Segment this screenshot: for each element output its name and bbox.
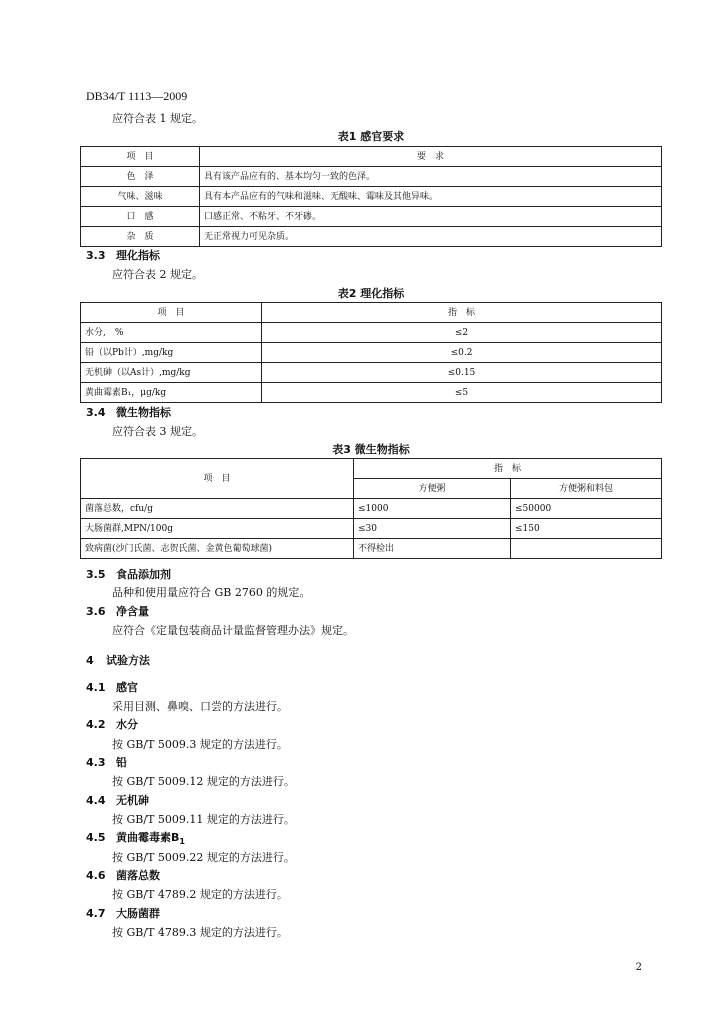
- section-number: 4.2: [86, 718, 106, 731]
- table-header-cell: 项 目: [81, 147, 200, 167]
- section-title: 微生物指标: [116, 406, 171, 419]
- table-row: [81, 227, 662, 247]
- section-number: 3.4: [86, 406, 106, 419]
- table3: [80, 458, 662, 559]
- table-cell: ≤30: [354, 519, 511, 539]
- section-title: 水分: [116, 718, 138, 731]
- table-cell: ≤0.2: [262, 343, 662, 363]
- section-heading: [86, 247, 160, 263]
- section-number: 4.3: [86, 756, 106, 769]
- section-heading: [86, 905, 160, 921]
- table-cell: 无正常视力可见杂质。: [200, 227, 662, 247]
- table-cell: ≤1000: [354, 499, 511, 519]
- section-heading: [86, 404, 171, 420]
- section-text: 按 GB/T 5009.3 规定的方法进行。: [112, 738, 288, 751]
- table-cell: 铅（以Pb计）,mg/kg: [81, 343, 262, 363]
- table-cell: ≤50000: [511, 499, 662, 519]
- section-text: 按 GB/T 5009.11 规定的方法进行。: [112, 813, 295, 826]
- table-row: [81, 383, 662, 403]
- section-heading: [86, 603, 149, 619]
- table-header-cell: 方便粥和料包: [511, 479, 662, 499]
- table-row: [81, 343, 662, 363]
- table-row: [81, 187, 662, 207]
- table-cell: ≤5: [262, 383, 662, 403]
- section-title: 食品添加剂: [116, 568, 171, 581]
- table-cell: ≤2: [262, 323, 662, 343]
- table-cell: 色 泽: [81, 167, 200, 187]
- section-heading: [86, 679, 138, 695]
- table-cell: 大肠菌群,MPN/100g: [81, 519, 354, 539]
- table-header-cell: 方便粥: [354, 479, 511, 499]
- section-text: 按 GB/T 4789.3 规定的方法进行。: [112, 926, 288, 939]
- section-heading: [86, 716, 138, 732]
- table-header-cell: 指 标: [354, 459, 662, 479]
- table-cell: 口感正常、不粘牙、不牙碜。: [200, 207, 662, 227]
- table-cell: 具有本产品应有的气味和滋味、无酸味、霉味及其他异味。: [200, 187, 662, 207]
- table1-caption: 表1 感官要求: [337, 130, 405, 143]
- section-text: 采用目测、鼻嗅、口尝的方法进行。: [112, 700, 288, 713]
- section-title: 感官: [116, 681, 138, 694]
- table3-caption: 表3 微生物指标: [332, 443, 410, 456]
- table-cell: 水分, %: [81, 323, 262, 343]
- table-cell: 菌落总数，cfu/g: [81, 499, 354, 519]
- table-cell: 黄曲霉素B₁，μg/kg: [81, 383, 262, 403]
- section-text: 品种和使用量应符合 GB 2760 的规定。: [112, 586, 311, 599]
- table-row: [81, 539, 662, 559]
- table-header-cell: 项 目: [81, 459, 354, 499]
- table-cell: 无机砷（以As计）,mg/kg: [81, 363, 262, 383]
- table-row: [81, 519, 662, 539]
- section-number: 4.7: [86, 907, 106, 920]
- table-cell: ≤0.15: [262, 363, 662, 383]
- table-header-cell: 指 标: [262, 303, 662, 323]
- page-number: 2: [635, 962, 642, 973]
- table-row: [81, 323, 662, 343]
- section-text: 按 GB/T 5009.12 规定的方法进行。: [112, 775, 295, 788]
- section-number: 4.5: [86, 831, 106, 844]
- section-heading: [86, 754, 127, 770]
- table2-caption: 表2 理化指标: [337, 287, 405, 300]
- section-title-subscript: 1: [179, 837, 185, 847]
- table-header-cell: 要 求: [200, 147, 662, 167]
- section-number: 4.4: [86, 794, 106, 807]
- section-number: 4.6: [86, 869, 106, 882]
- section-heading: [86, 829, 185, 846]
- section-number: 3.3: [86, 249, 106, 262]
- section-title: 理化指标: [116, 249, 160, 262]
- section-title: 大肠菌群: [116, 907, 160, 920]
- table-cell: 杂 质: [81, 227, 200, 247]
- table-cell: 不得检出: [354, 539, 511, 559]
- section-title: 无机砷: [116, 794, 149, 807]
- table-row: [81, 499, 662, 519]
- table-row: [81, 167, 662, 187]
- section-heading: [86, 867, 160, 883]
- section-heading: [86, 566, 171, 582]
- section-number: 3.6: [86, 605, 106, 618]
- table-header-cell: 项 目: [81, 303, 262, 323]
- section-heading: [86, 792, 149, 808]
- section-text: 应符合《定量包装商品计量监督管理办法》规定。: [112, 624, 354, 637]
- section-text: 应符合表 2 规定。: [112, 268, 203, 281]
- table-cell: [511, 539, 662, 559]
- section-number: 4.1: [86, 681, 106, 694]
- table-row: [81, 363, 662, 383]
- section-title: 净含量: [116, 605, 149, 618]
- table-cell: 气味、滋味: [81, 187, 200, 207]
- table-cell: 致病菌(沙门氏菌、志贺氏菌、金黄色葡萄球菌): [81, 539, 354, 559]
- intro-text: 应符合表 1 规定。: [112, 112, 203, 125]
- section-title: 菌落总数: [116, 869, 160, 882]
- table-cell: 具有该产品应有的、基本均匀一致的色泽。: [200, 167, 662, 187]
- section-text: 按 GB/T 5009.22 规定的方法进行。: [112, 851, 295, 864]
- document-header: DB34/T 1113—2009: [86, 89, 188, 103]
- chapter-heading: [86, 652, 150, 668]
- section-number: 3.5: [86, 568, 106, 581]
- table2: [80, 302, 662, 403]
- table-cell: ≤150: [511, 519, 662, 539]
- section-text: 按 GB/T 4789.2 规定的方法进行。: [112, 888, 288, 901]
- table-cell: 口 感: [81, 207, 200, 227]
- table-row: [81, 207, 662, 227]
- section-title: 黄曲霉毒素B: [116, 831, 180, 844]
- section-text: 应符合表 3 规定。: [112, 425, 203, 438]
- table-header-row: [81, 459, 662, 479]
- section-title: 铅: [116, 756, 127, 769]
- section-number: 4: [86, 654, 94, 667]
- section-title: 试验方法: [106, 654, 150, 667]
- table-header-row: [81, 147, 662, 167]
- table1: [80, 146, 662, 247]
- table-header-row: [81, 303, 662, 323]
